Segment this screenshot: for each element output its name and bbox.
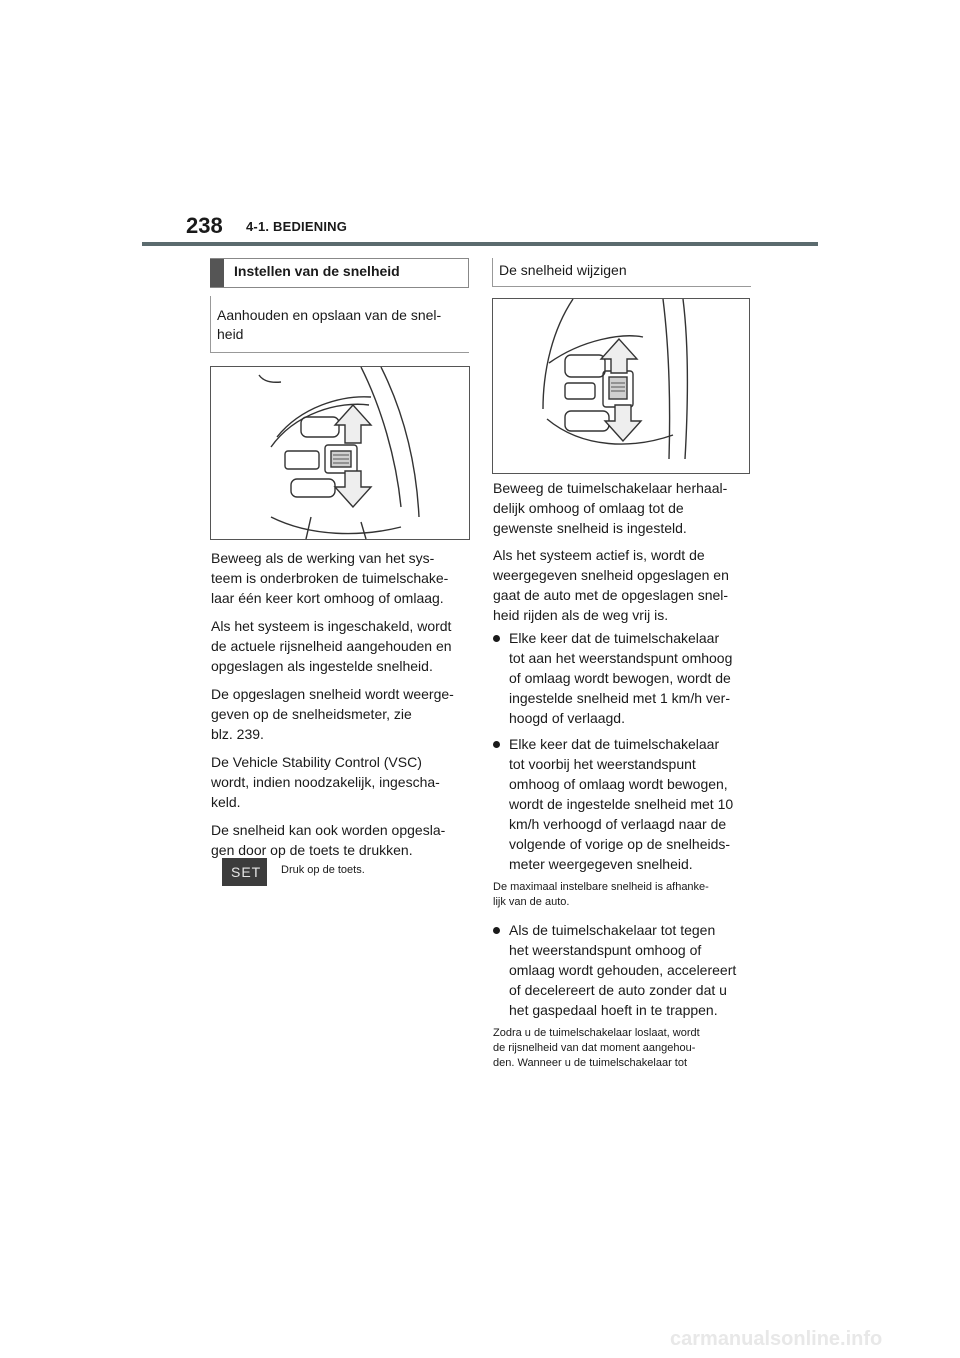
bullet-dot [493, 635, 500, 642]
header-rule [142, 242, 818, 246]
page-number: 238 [186, 213, 223, 238]
left-paragraph-5: De snelheid kan ook worden opgesla- gen door op de toets te drukken. [211, 822, 446, 858]
heading-marker [210, 259, 224, 287]
heading-text: Instellen van de snelheid [234, 263, 400, 279]
steering-wheel-figure-2 [493, 299, 749, 473]
note-2: Zodra u de tuimelschakelaar loslaat, wordt de rijsnelheid van dat moment aangehou- den. Wanneer u de tuimelschakelaar tot [493, 1027, 700, 1069]
bullet-text-3: Als de tuimelschakelaar tot tegen het weerstandspunt omhoog of omlaag wordt gehouden, accelereert of decelereert de auto zonder dat u het gaspedaal hoeft in te trappen. [509, 922, 737, 1018]
steering-switch-illustration-1 [210, 366, 470, 540]
bullet-item-3 [493, 920, 755, 1020]
left-paragraph-2: Als het systeem is ingeschakeld, wordt de actuele rijsnelheid aangehouden en opgeslagen als ingestelde snelheid. [211, 618, 452, 674]
bullet-text-1: Elke keer dat de tuimelschakelaar tot aan het weerstandspunt omhoog of omlaag wordt bewogen, wordt de ingestelde snelheid met 1 km/h ver- hoogd of verlaagd. [509, 630, 733, 726]
note-1: De maximaal instelbare snelheid is afhanke- lijk van de auto. [493, 881, 709, 908]
left-paragraph-4: De Vehicle Stability Control (VSC) wordt, indien noodzakelijk, ingescha- keld. [211, 754, 440, 810]
steering-switch-illustration-2 [492, 298, 750, 474]
set-button [222, 858, 267, 886]
left-paragraph-1: Beweeg als de werking van het sys- teem is onderbroken de tuimelschake- laar één keer kort omhoog of omlaag. [211, 550, 449, 606]
bullet-item-1 [493, 628, 755, 728]
subheading-box-left [210, 296, 469, 353]
set-button-label: SET [231, 864, 262, 880]
watermark: carmanualsonline.info [670, 1328, 883, 1350]
subheading-left: Aanhouden en opslaan van de snel- heid [217, 307, 442, 342]
bullet-text-2: Elke keer dat de tuimelschakelaar tot voorbij het weerstandspunt omhoog of omlaag wordt bewogen, wordt de ingestelde snelheid met 10 km/h verhoogd of verlaagd naar de volgende of vorige op de snelheids- meter weergegeven snelheid. [509, 736, 734, 872]
set-caption: Druk op de toets. [281, 864, 365, 876]
bullet-dot [493, 927, 500, 934]
right-paragraph-1: Beweeg de tuimelschakelaar herhaal- delijk omhoog of omlaag tot de gewenste snelheid is ingesteld. [493, 480, 728, 536]
bullet-item-2 [493, 734, 755, 874]
left-paragraph-3: De opgeslagen snelheid wordt weerge- geven op de snelheidsmeter, zie blz. 239. [211, 686, 454, 742]
section-heading [210, 258, 469, 288]
steering-wheel-figure-1 [211, 367, 469, 539]
subheading-right: De snelheid wijzigen [499, 262, 627, 278]
section-title: 4-1. BEDIENING [246, 219, 348, 234]
subheading-box-right [492, 258, 751, 287]
bullet-dot [493, 741, 500, 748]
right-paragraph-2: Als het systeem actief is, wordt de weergegeven snelheid opgeslagen en gaat de auto met de opgeslagen snel- heid rijden als de weg vrij is. [493, 547, 729, 623]
